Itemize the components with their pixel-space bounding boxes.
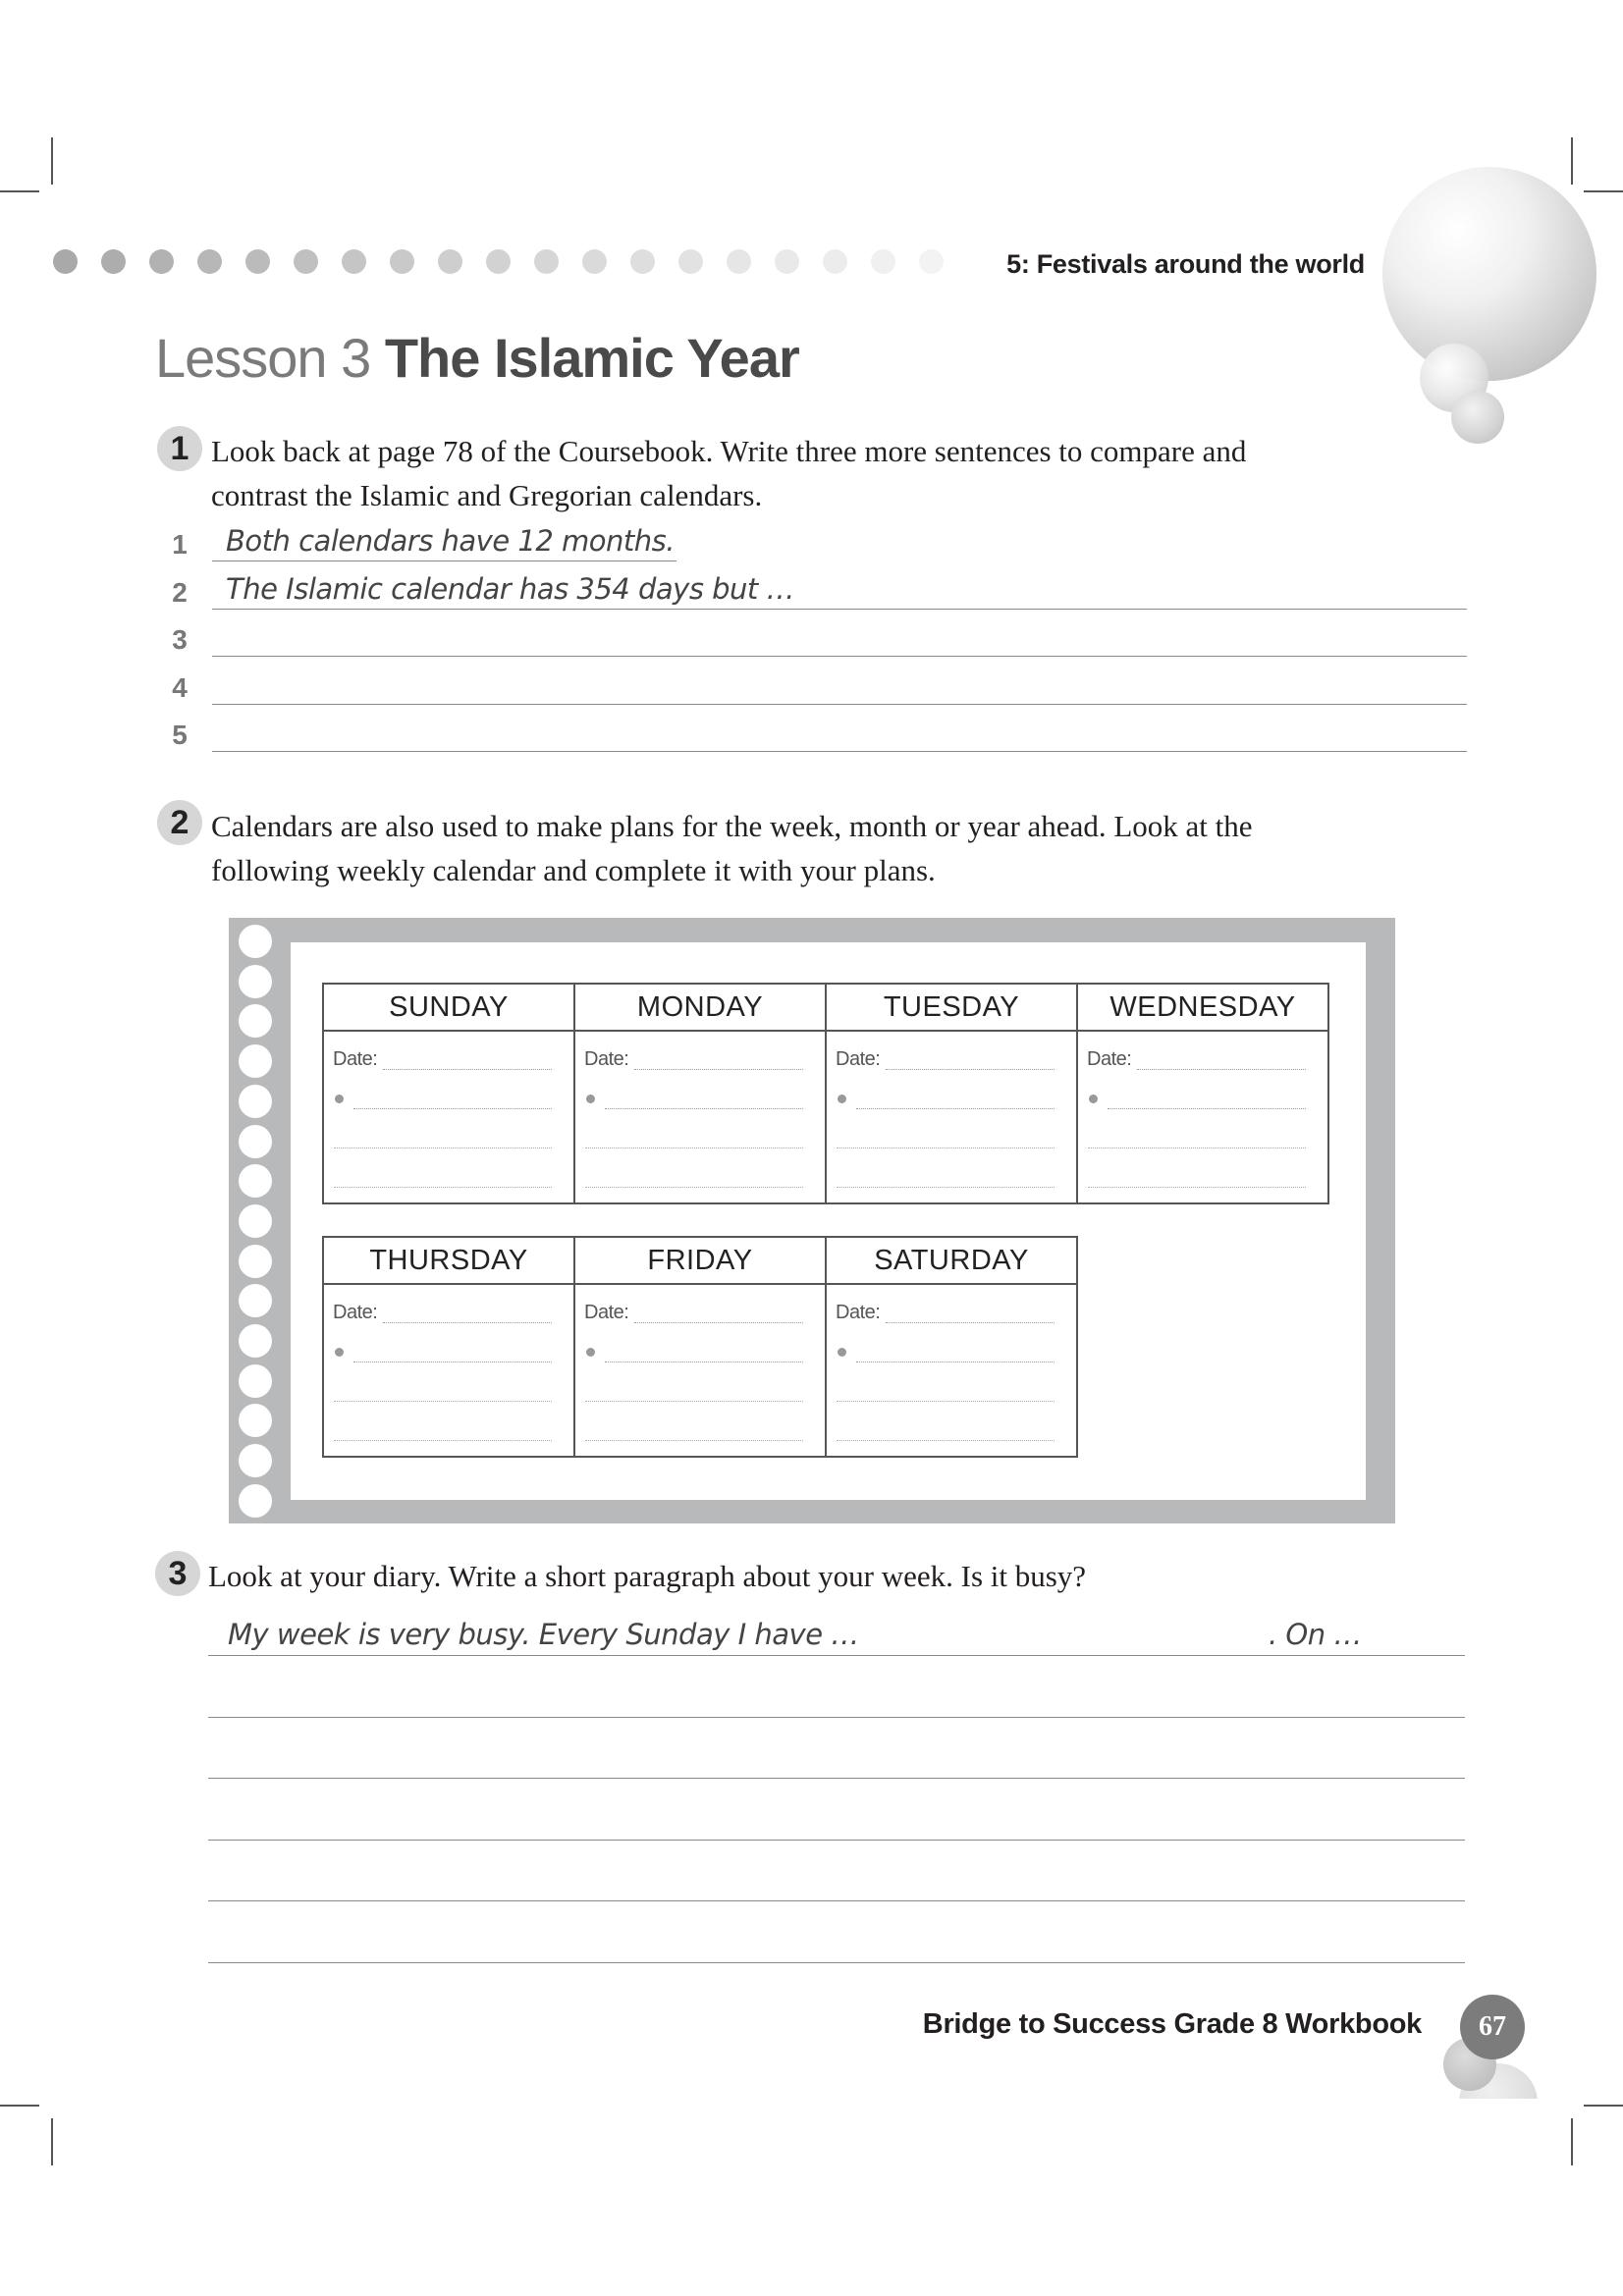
lesson-title [155,326,799,390]
day-cell[interactable] [574,1031,826,1203]
decorative-sphere-small [1451,391,1504,444]
answer-line[interactable] [212,704,1467,705]
footer-book-title: Bridge to Success Grade 8 Workbook [922,2008,1422,2040]
writing-line[interactable] [208,1962,1465,1963]
day-saturday: SATURDAY [826,1237,1077,1284]
decorative-sphere [1382,167,1596,381]
week-table-2 [322,1236,1078,1458]
question-2-line1: Calendars are also used to make plans for the week, month or year ahead. Look at the [211,809,1253,843]
week-table-1 [322,983,1329,1204]
header-dot [149,249,174,274]
lesson-label: Lesson 3 [155,327,371,389]
header-dot [390,249,414,274]
answer-line-number: 5 [172,720,188,750]
header-dot [101,249,126,274]
header-dot [53,249,78,274]
day-cell[interactable] [826,1284,1077,1457]
answer-line-number: 1 [172,529,188,560]
crop-mark [0,2105,39,2107]
binding-ring [239,1484,272,1518]
binding-ring [239,1324,272,1358]
header-dot [823,249,847,274]
crop-mark [51,2118,53,2165]
question-2-line2: following weekly calendar and complete it with your plans. [211,853,936,887]
question-number-3: 3 [155,1551,200,1596]
binding-ring [239,1245,272,1278]
header-dot [438,249,462,274]
binding-ring [239,1085,272,1118]
question-number-1: 1 [157,426,202,471]
binding-ring [239,925,272,958]
bullet-icon [335,1095,344,1103]
page-number: 67 [1460,1995,1525,2059]
bullet-icon [586,1095,595,1103]
header-dot [294,249,318,274]
binding-ring [239,1444,272,1477]
writing-line[interactable] [208,1655,1465,1656]
question-2-instructions [211,804,1253,892]
header-dot [727,249,751,274]
paragraph-example-start: My week is very busy. Every Sunday I have … [228,1618,859,1651]
bullet-icon [838,1348,846,1357]
bullet-icon [1089,1095,1098,1103]
lesson-name: The Islamic Year [384,327,799,389]
bullet-icon [335,1348,344,1357]
day-sunday: SUNDAY [323,984,574,1031]
binding-ring [239,1204,272,1238]
day-friday: FRIDAY [574,1237,826,1284]
bullet-icon [586,1348,595,1357]
crop-mark [1571,2118,1573,2165]
header-dot [871,249,895,274]
date-label: Date: [333,1048,378,1070]
day-cell[interactable] [323,1031,574,1203]
date-label: Date: [584,1302,629,1323]
binding-ring [239,965,272,998]
date-label: Date: [836,1302,881,1323]
answer-line-number: 4 [172,672,188,703]
header-dot [534,249,559,274]
answer-line[interactable] [212,609,1467,610]
answer-example: The Islamic calendar has 354 days but … [226,572,795,606]
header-dot [197,249,222,274]
day-thursday: THURSDAY [323,1237,574,1284]
day-wednesday: WEDNESDAY [1077,984,1328,1031]
crop-mark [1584,2105,1623,2107]
answer-line-number: 3 [172,624,188,655]
question-1-line2: contrast the Islamic and Gregorian calendars. [211,478,763,512]
header-dot [342,249,366,274]
chapter-title: 5: Festivals around the world [1006,249,1365,279]
day-cell[interactable] [826,1031,1077,1203]
question-1-instructions [211,429,1246,517]
binding-ring [239,1125,272,1158]
binding-ring [239,1164,272,1198]
day-cell[interactable] [574,1284,826,1457]
header-dot [678,249,703,274]
header-dot [245,249,270,274]
crop-mark [51,137,53,185]
binding-ring [239,1364,272,1398]
day-monday: MONDAY [574,984,826,1031]
paragraph-example-end: . On … [1269,1618,1362,1651]
crop-mark [1584,190,1623,192]
question-3-instructions: Look at your diary. Write a short paragraph about your week. Is it busy? [208,1559,1087,1593]
day-tuesday: TUESDAY [826,984,1077,1031]
answer-line[interactable] [212,751,1467,752]
date-label: Date: [584,1048,629,1070]
question-1-line1: Look back at page 78 of the Coursebook. Write three more sentences to compare and [211,434,1247,468]
day-cell[interactable] [1077,1031,1328,1203]
answer-line[interactable] [212,656,1467,657]
binding-ring [239,1044,272,1078]
bullet-icon [838,1095,846,1103]
header-dot [486,249,511,274]
header-dots [53,249,944,274]
writing-line[interactable] [208,1840,1465,1841]
header-dot [630,249,655,274]
crop-mark [1571,137,1573,185]
day-cell[interactable] [323,1284,574,1457]
writing-line[interactable] [208,1717,1465,1718]
crop-mark [0,190,39,192]
date-label: Date: [1087,1048,1132,1070]
header-dot [775,249,799,274]
answer-line-number: 2 [172,577,188,608]
writing-line[interactable] [208,1900,1465,1901]
date-label: Date: [333,1302,378,1323]
answer-example: Both calendars have 12 months. [226,524,675,558]
header-dot [582,249,607,274]
question-number-2: 2 [157,800,202,845]
header-dot [919,249,944,274]
writing-line[interactable] [208,1778,1465,1779]
date-label: Date: [836,1048,881,1070]
